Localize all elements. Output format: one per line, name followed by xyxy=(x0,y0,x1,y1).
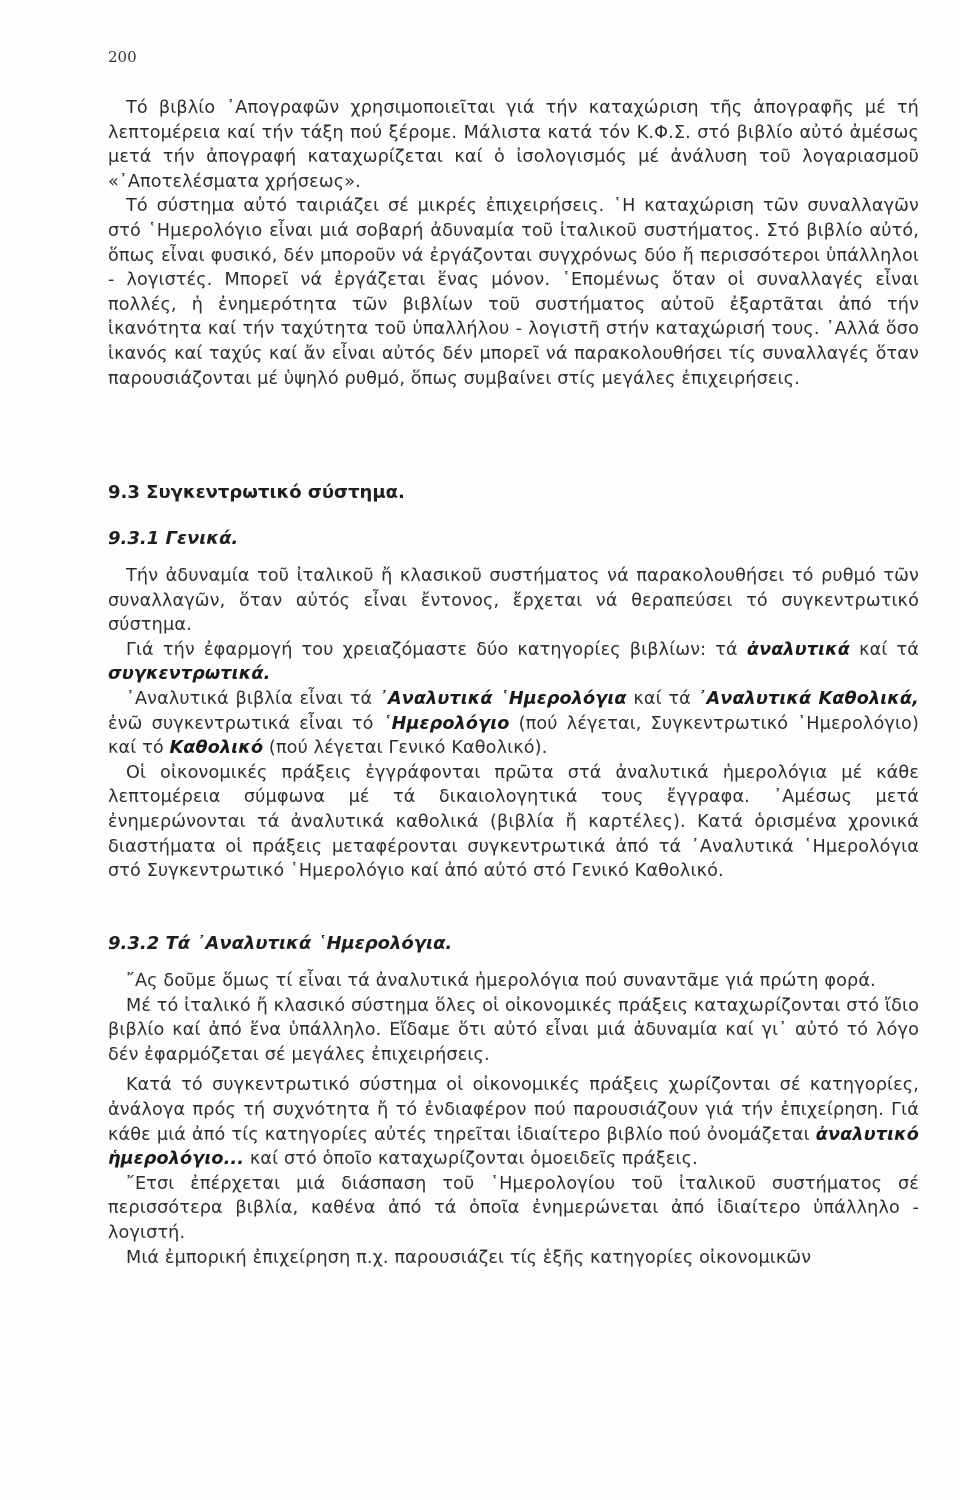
term-analytika-katholika: ᾿Αναλυτικά Καθολικά, xyxy=(697,688,919,709)
section-9-3-1-paragraph-4: Οἱ οἰκονομικές πράξεις ἐγγράφονται πρῶτα στά ἀναλυτικά ἡμερολόγια μέ κάθε λεπτομέρεια σύμφωνα μέ τά δικαιολογητικά τους ἔγγραφα. ᾿Αμέσως μετά ἐνημερώνονται τά ἀναλυτικά καθολικά (βιβλία ἤ καρτέλες). Κατά ὁρισμένα χρονικά διαστήματα οἱ πράξεις μεταφέρονται συγκεντρωτικά ἀπό τά ᾿Αναλυτικά ῾Ημερολόγια στό Συγκεντρωτικό ῾Ημερολόγιο καί ἀπό αὐτό στό Γενικό Καθολικό. xyxy=(108,762,919,882)
p3-text-c: καί τά xyxy=(626,688,698,709)
section-9-3-2-heading: 9.3.2 Τά ᾿Αναλυτικά ῾Ημερολόγια. xyxy=(108,933,453,954)
p2-text-a: Γιά τήν ἐφαρμογή του χρειαζόμαστε δύο κατηγορίες βιβλίων: τά xyxy=(126,639,747,660)
section-9-3-1-paragraph-2 xyxy=(108,638,919,687)
section-9-3-heading: 9.3 Συγκεντρωτικό σύστημα. xyxy=(108,482,405,503)
section-9-3-2-body xyxy=(108,969,919,1270)
intro-paragraph-1: Τό βιβλίο ᾿Απογραφῶν χρησιμοποιεῖται γιά τήν καταχώριση τῆς ἀπογραφῆς μέ τή λεπτομέρεια καί τήν τάξη πού ξέρομε. Μάλιστα κατά τόν Κ.Φ.Σ. στό βιβλίο αὐτό ἀμέσως μετά τήν ἀπογραφή καταχωρίζεται καί ὁ ἰσολογισμός μέ ἀνάλυση τοῦ λογαριασμοῦ «᾿Αποτελέσματα χρήσεως». xyxy=(108,98,919,192)
section-9-3-1-body xyxy=(108,564,919,884)
section-9-3-1-paragraph-1: Τήν ἀδυναμία τοῦ ἰταλικοῦ ἤ κλασικοῦ συστήματος νά παρακολουθήσει τό ρυθμό τῶν συναλλαγῶν, ὅταν αὐτός εἶναι ἔντονος, ἔρχεται νά θεραπεύσει τό συγκεντρωτικό σύστημα. xyxy=(108,566,919,636)
p3-text-a: ᾿Αναλυτικά βιβλία εἶναι τά xyxy=(126,688,379,709)
p3-932-text-c: καί στό ὁποῖο καταχωρίζονται ὁμοειδεῖς πράξεις. xyxy=(244,1149,698,1170)
term-sygkentrotika: συγκεντρωτικά. xyxy=(108,664,271,685)
section-9-3-2-paragraph-2: Μέ τό ἰταλικό ἤ κλασικό σύστημα ὅλες οἱ οἰκονομικές πράξεις καταχωρίζονται στό ἴδιο βιβλίο καί ἀπό ἕνα ὑπάλληλο. Εἴδαμε ὅτι αὐτό εἶναι μιά ἀδυναμία καί γι᾿ αὐτό τό λόγο δέν ἐφαρμόζεται σέ μεγάλες ἐπιχειρήσεις. xyxy=(108,995,919,1065)
page-number: 200 xyxy=(108,48,137,66)
section-9-3-1-paragraph-3 xyxy=(108,687,919,761)
p3-text-e: ἐνῶ συγκεντρωτικά εἶναι τό xyxy=(108,713,383,734)
term-analytika-imerologia: ᾿Αναλυτικά ῾Ημερολόγια xyxy=(379,688,627,709)
term-analytika: ἀναλυτικά xyxy=(746,639,851,660)
term-imerologio: ῾Ημερολόγιο xyxy=(382,713,510,734)
section-9-3-2-paragraph-5: Μιά ἐμπορική ἐπιχείρηση π.χ. παρουσιάζει τίς ἑξῆς κατηγορίες οἰκονομικῶν xyxy=(126,1247,812,1268)
p3-text-i: (πού λέγεται Γενικό Καθολικό). xyxy=(263,738,548,759)
intro-paragraph-2: Τό σύστημα αὐτό ταιριάζει σέ μικρές ἐπιχειρήσεις. ῾Η καταχώριση τῶν συναλλαγῶν στό ῾Ημερολόγιο εἶναι μιά σοβαρή ἀδυναμία τοῦ ἰταλικοῦ συστήματος. Στό βιβλίο αὐτό, ὅπως εἶναι φυσικό, δέν μποροῦν νά ἐργάζονται συγχρόνως δύο ἤ περισσότεροι ὑπάλληλοι - λογιστές. Μπορεῖ νά ἐργάζεται ἕνας μόνον. ῾Επομένως ὅταν οἱ συναλλαγές εἶναι πολλές, ἡ ἐνημερότητα τῶν βιβλίων τοῦ συστήματος αὐτοῦ ἐξαρτᾶται ἀπό τήν ἱκανότητα καί τήν ταχύτητα τοῦ ὑπαλλήλου - λογιστῆ στήν καταχώρισή τους. ᾿Αλλά ὅσο ἱκανός καί ταχύς καί ἄν εἶναι αὐτός δέν μπορεῖ νά παρακολουθήσει τίς συναλλαγές ὅταν παρουσιάζονται μέ ὑψηλό ρυθμό, ὅπως συμβαίνει στίς μεγάλες ἐπιχειρήσεις. xyxy=(108,196,919,389)
section-9-3-2-paragraph-3 xyxy=(108,1073,919,1171)
p3-932-text-a: Κατά τό συγκεντρωτικό σύστημα οἱ οἰκονομικές πράξεις χωρίζονται σέ κατηγορίες, ἀνάλογα πρός τή συχνότητα ἤ τό ἐνδιαφέρον πού παρουσιάζουν γιά τήν ἐπιχείρηση. Γιά κάθε μιά ἀπό τίς κατηγορίες αὐτές τηρεῖται ἰδιαίτερο βιβλίο πού ὀνομάζεται xyxy=(108,1075,919,1145)
intro-block xyxy=(108,96,919,391)
section-9-3-2-paragraph-4: ῎Ετσι ἐπέρχεται μιά διάσπαση τοῦ ῾Ημερολογίου τοῦ ἰταλικοῦ συστήματος σέ περισσότερα βιβλία, καθένα ἀπό τά ὁποῖα ἐνημερώνεται ἀπό ἰδιαίτερο ὑπάλληλο - λογιστή. xyxy=(108,1173,919,1243)
section-9-3-1-heading: 9.3.1 Γενικά. xyxy=(108,528,239,549)
p2-text-c: καί τά xyxy=(850,639,919,660)
section-9-3-2-paragraph-1: ῎Ας δοῦμε ὅμως τί εἶναι τά ἀναλυτικά ἡμερολόγια πού συναντᾶμε γιά πρώτη φορά. xyxy=(126,971,876,991)
term-analytiko-imerologio: ἀναλυτικό ἡμερολόγιο... xyxy=(108,1124,919,1170)
p3-text-g: (πού λέγεται, Συγκεντρωτικό ῾Ημερολόγιο) καί τό xyxy=(108,713,919,759)
term-katholiko: Καθολικό xyxy=(169,738,264,759)
